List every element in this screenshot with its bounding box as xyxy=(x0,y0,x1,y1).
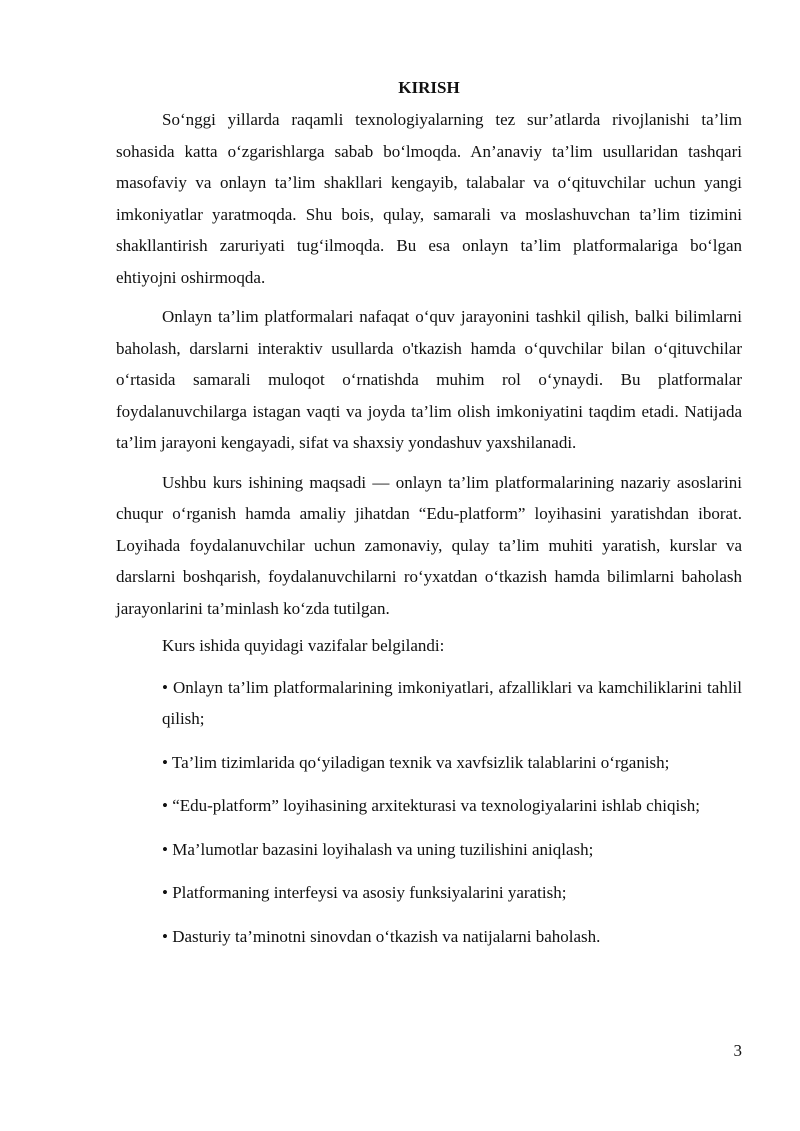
tasks-intro: Kurs ishida quyidagi vazifalar belgilandi: xyxy=(162,636,445,655)
task-item: • Onlayn ta’lim platformalarining imkoniyatlari, afzalliklari va kamchiliklarini tahlil qilish; xyxy=(162,677,742,728)
task-item: • Ma’lumotlar bazasini loyihalash va uning tuzilishini aniqlash; xyxy=(162,839,594,859)
paragraph-goal: Ushbu kurs ishining maqsadi — onlayn ta’lim platformalarining nazariy asoslarini chuqur o‘rganish hamda amaliy jihatdan “Edu-platform” loyihasini yaratishdan iborat. Loyihada foydalanuvchilar uchun zamonaviy, qulay ta’lim muhiti yaratish, kurslar va darslarni boshqarish, foydalanuvchilarni ro‘yxatdan o‘tkazish hamda bilimlarni baholash jarayonlarini ta’minlash ko‘zda tutilgan. xyxy=(116,472,742,618)
page-number: 3 xyxy=(733,1041,742,1060)
paragraph-platforms: Onlayn ta’lim platformalari nafaqat o‘quv jarayonini tashkil qilish, balki bilimlarni baholash, darslarni interaktiv usullarda o'tkazish hamda o‘quvchilar bilan o‘qituvchilar o‘rtasida samarali muloqot o‘rnatishda muhim rol o‘ynaydi. Bu platformalar foydalanuvchilarga istagan vaqti va joyda ta’lim olish imkoniyatini taqdim etadi. Natijada ta’lim jarayoni kengayadi, sifat va shaxsiy yondashuv yaxshilanadi. xyxy=(116,307,742,452)
task-item: • Dasturiy ta’minotni sinovdan o‘tkazish va natijalarni baholash. xyxy=(162,926,601,946)
task-item: • Platformaning interfeysi va asosiy funksiyalarini yaratish; xyxy=(162,883,567,902)
paragraph-intro: So‘nggi yillarda raqamli texnologiyalarning tez sur’atlarda rivojlanishi ta’lim sohasida katta o‘zgarishlarga sabab bo‘lmoqda. An’anaviy ta’lim usullaridan tashqari masofaviy va onlayn ta’lim shakllari kengayib, talabalar va o‘qituvchilar uchun yangi imkoniyatlar yaratmoqda. Shu bois, qulay, samarali va moslashuvchan ta’lim tizimini shakllantirish zaruriyati tug‘ilmoqda. Bu esa onlayn ta’lim platformalariga bo‘lgan ehtiyojni oshirmoqda. xyxy=(116,110,742,287)
document-page xyxy=(116,76,742,964)
section-title: KIRISH xyxy=(398,78,460,97)
task-item: • Ta’lim tizimlarida qo‘yiladigan texnik va xavfsizlik talablarini o‘rganish; xyxy=(162,752,670,772)
task-list xyxy=(116,672,742,953)
task-item: • “Edu-platform” loyihasining arxitekturasi va texnologiyalarini ishlab chiqish; xyxy=(162,796,701,815)
